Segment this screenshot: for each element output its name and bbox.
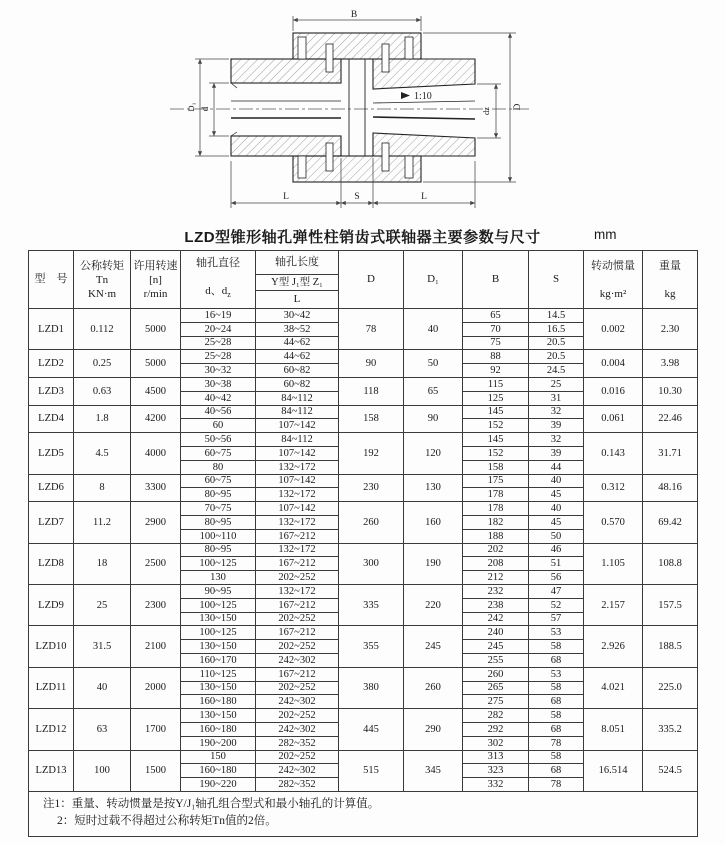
cell-D: 445 — [339, 709, 404, 750]
dim-L-right-label: L — [421, 192, 427, 202]
header-inertia: 转动惯量 kg·m² — [584, 251, 643, 309]
cell-B: 292 — [463, 722, 529, 736]
cell-D1: 130 — [404, 474, 463, 502]
cell-model: LZD1 — [29, 309, 74, 350]
cell-B: 240 — [463, 626, 529, 640]
cell-inertia: 0.004 — [584, 350, 643, 378]
table-row — [29, 350, 698, 364]
cell-D: 78 — [339, 309, 404, 350]
cell-bore-length: 60~82 — [256, 377, 339, 391]
cell-bore-diameter: 160~180 — [181, 695, 256, 709]
cell-inertia: 8.051 — [584, 709, 643, 750]
cell-model: LZD3 — [29, 377, 74, 405]
cell-bore-length: 202~252 — [256, 612, 339, 626]
cell-bore-diameter: 60~75 — [181, 446, 256, 460]
cell-bore-length: 282~352 — [256, 778, 339, 792]
cell-D: 260 — [339, 502, 404, 543]
cell-bore-diameter: 130~150 — [181, 709, 256, 723]
cell-S: 56 — [529, 571, 584, 585]
cell-bore-diameter: 80~95 — [181, 515, 256, 529]
cell-speed: 4500 — [131, 377, 181, 405]
cell-bore-diameter: 25~28 — [181, 336, 256, 350]
table-notes — [29, 791, 698, 836]
cell-speed: 5000 — [131, 350, 181, 378]
cell-weight: 3.98 — [643, 350, 698, 378]
cell-B: 188 — [463, 529, 529, 543]
cell-B: 145 — [463, 405, 529, 419]
cell-bore-length: 132~172 — [256, 543, 339, 557]
cell-bore-length: 60~82 — [256, 364, 339, 378]
cell-S: 58 — [529, 750, 584, 764]
table-row — [29, 626, 698, 640]
cell-model: LZD9 — [29, 584, 74, 625]
cell-bore-length: 107~142 — [256, 474, 339, 488]
table-row — [29, 433, 698, 447]
cell-bore-length: 282~352 — [256, 736, 339, 750]
cell-inertia: 0.002 — [584, 309, 643, 350]
cell-S: 14.5 — [529, 309, 584, 323]
cell-bore-length: 242~302 — [256, 653, 339, 667]
cell-B: 265 — [463, 681, 529, 695]
cell-D1: 40 — [404, 309, 463, 350]
cell-weight: 48.16 — [643, 474, 698, 502]
cell-weight: 225.0 — [643, 667, 698, 708]
cell-S: 58 — [529, 709, 584, 723]
cell-torque: 40 — [74, 667, 131, 708]
cell-S: 52 — [529, 598, 584, 612]
cell-speed: 5000 — [131, 309, 181, 350]
table-row — [29, 667, 698, 681]
cell-model: LZD7 — [29, 502, 74, 543]
cell-bore-diameter: 70~75 — [181, 502, 256, 516]
cell-B: 255 — [463, 653, 529, 667]
cell-D: 515 — [339, 750, 404, 791]
cell-bore-diameter: 190~200 — [181, 736, 256, 750]
cell-model: LZD13 — [29, 750, 74, 791]
cell-D: 335 — [339, 584, 404, 625]
cell-inertia: 0.143 — [584, 433, 643, 474]
cell-B: 65 — [463, 309, 529, 323]
cell-D: 230 — [339, 474, 404, 502]
cell-speed: 2000 — [131, 667, 181, 708]
cell-B: 212 — [463, 571, 529, 585]
cell-B: 152 — [463, 419, 529, 433]
cell-bore-length: 167~212 — [256, 529, 339, 543]
table-row — [29, 377, 698, 391]
cell-D: 355 — [339, 626, 404, 667]
cell-bore-diameter: 110~125 — [181, 667, 256, 681]
coupling-drawing — [158, 6, 558, 224]
cell-bore-diameter: 30~32 — [181, 364, 256, 378]
cell-weight: 157.5 — [643, 584, 698, 625]
dim-dz-label: dz — [481, 106, 491, 116]
cell-S: 78 — [529, 778, 584, 792]
dim-d-label: d — [200, 106, 210, 112]
sleeve-bottom-flange — [293, 156, 421, 182]
cell-bore-diameter: 100~125 — [181, 598, 256, 612]
cell-S: 44 — [529, 460, 584, 474]
cell-torque: 1.8 — [74, 405, 131, 433]
cell-S: 47 — [529, 584, 584, 598]
cell-inertia: 4.021 — [584, 667, 643, 708]
cell-speed: 2900 — [131, 502, 181, 543]
cell-bore-length: 44~62 — [256, 336, 339, 350]
header-D: D — [339, 251, 404, 309]
cell-bore-diameter: 160~180 — [181, 722, 256, 736]
cell-inertia: 0.570 — [584, 502, 643, 543]
cell-weight: 22.46 — [643, 405, 698, 433]
header-D1: D₁ — [404, 251, 463, 309]
table-row — [29, 709, 698, 723]
cell-D1: 190 — [404, 543, 463, 584]
cell-bore-diameter: 160~170 — [181, 653, 256, 667]
cell-torque: 11.2 — [74, 502, 131, 543]
table-header — [29, 251, 698, 309]
cell-D1: 260 — [404, 667, 463, 708]
cell-speed: 2100 — [131, 626, 181, 667]
cell-bore-length: 84~112 — [256, 391, 339, 405]
cell-D: 192 — [339, 433, 404, 474]
left-hub — [231, 59, 341, 156]
cell-D: 300 — [339, 543, 404, 584]
cell-bore-length: 202~252 — [256, 640, 339, 654]
cell-inertia: 0.016 — [584, 377, 643, 405]
cell-B: 282 — [463, 709, 529, 723]
cell-bore-length: 242~302 — [256, 695, 339, 709]
cell-bore-length: 132~172 — [256, 488, 339, 502]
cell-B: 125 — [463, 391, 529, 405]
cell-bore-length: 132~172 — [256, 584, 339, 598]
sleeve-top-flange — [293, 33, 421, 59]
notes-cell — [29, 791, 698, 836]
cell-B: 152 — [463, 446, 529, 460]
cell-inertia: 0.061 — [584, 405, 643, 433]
cell-torque: 8 — [74, 474, 131, 502]
cell-speed: 1500 — [131, 750, 181, 791]
cell-model: LZD10 — [29, 626, 74, 667]
cell-B: 175 — [463, 474, 529, 488]
cell-D1: 90 — [404, 405, 463, 433]
cell-model: LZD12 — [29, 709, 74, 750]
cell-S: 39 — [529, 419, 584, 433]
cell-torque: 4.5 — [74, 433, 131, 474]
cell-model: LZD2 — [29, 350, 74, 378]
cell-D1: 50 — [404, 350, 463, 378]
cell-bore-diameter: 100~125 — [181, 626, 256, 640]
cell-bore-diameter: 80 — [181, 460, 256, 474]
cell-model: LZD5 — [29, 433, 74, 474]
cell-D1: 245 — [404, 626, 463, 667]
cell-S: 31 — [529, 391, 584, 405]
table-body — [29, 309, 698, 792]
cell-D1: 120 — [404, 433, 463, 474]
cell-bore-length: 202~252 — [256, 750, 339, 764]
header-torque: 公称转矩 Tn KN·m — [74, 251, 131, 309]
cell-model: LZD4 — [29, 405, 74, 433]
cell-bore-diameter: 100~125 — [181, 557, 256, 571]
cell-bore-diameter: 90~95 — [181, 584, 256, 598]
cell-B: 158 — [463, 460, 529, 474]
unit-label: mm — [594, 227, 617, 242]
cell-B: 245 — [463, 640, 529, 654]
cell-bore-length: 167~212 — [256, 667, 339, 681]
cell-B: 323 — [463, 764, 529, 778]
cell-speed: 2300 — [131, 584, 181, 625]
spec-table — [28, 250, 698, 837]
cell-model: LZD11 — [29, 667, 74, 708]
cell-bore-length: 132~172 — [256, 460, 339, 474]
header-B: B — [463, 251, 529, 309]
cell-B: 92 — [463, 364, 529, 378]
cell-bore-diameter: 80~95 — [181, 543, 256, 557]
cell-S: 53 — [529, 626, 584, 640]
cell-bore-diameter: 16~19 — [181, 309, 256, 323]
note-2: 2：短时过载不得超过公称转矩Tn值的2倍。 — [57, 814, 277, 827]
cell-B: 302 — [463, 736, 529, 750]
cell-B: 115 — [463, 377, 529, 391]
cell-bore-diameter: 40~42 — [181, 391, 256, 405]
cell-S: 45 — [529, 488, 584, 502]
cell-S: 40 — [529, 474, 584, 488]
cell-inertia: 2.926 — [584, 626, 643, 667]
cell-D1: 220 — [404, 584, 463, 625]
cell-bore-length: 30~42 — [256, 309, 339, 323]
cell-bore-diameter: 130~150 — [181, 640, 256, 654]
cell-torque: 0.25 — [74, 350, 131, 378]
cell-B: 178 — [463, 502, 529, 516]
table-row — [29, 474, 698, 488]
cell-B: 145 — [463, 433, 529, 447]
cell-bore-length: 107~142 — [256, 446, 339, 460]
cell-S: 24.5 — [529, 364, 584, 378]
cell-bore-length: 38~52 — [256, 322, 339, 336]
title-row — [28, 226, 697, 248]
cell-bore-diameter: 130 — [181, 571, 256, 585]
cell-weight: 188.5 — [643, 626, 698, 667]
cell-S: 45 — [529, 515, 584, 529]
cell-bore-diameter: 130~150 — [181, 681, 256, 695]
cell-bore-length: 167~212 — [256, 598, 339, 612]
cell-B: 178 — [463, 488, 529, 502]
cell-bore-diameter: 50~56 — [181, 433, 256, 447]
cell-model: LZD8 — [29, 543, 74, 584]
cell-torque: 0.112 — [74, 309, 131, 350]
dim-L-left-label: L — [283, 192, 289, 202]
cell-S: 40 — [529, 502, 584, 516]
cell-D1: 65 — [404, 377, 463, 405]
cell-torque: 63 — [74, 709, 131, 750]
table-row — [29, 405, 698, 419]
coupling-cross-section — [158, 6, 558, 224]
header-bore-length: 轴孔长度 Y型 J₁型 Z₁ L — [256, 251, 339, 309]
cell-bore-diameter: 60~75 — [181, 474, 256, 488]
cell-inertia: 16.514 — [584, 750, 643, 791]
taper-mark — [401, 91, 432, 102]
dim-d — [209, 83, 229, 136]
cell-bore-length: 242~302 — [256, 722, 339, 736]
cell-bore-length: 132~172 — [256, 515, 339, 529]
note-1: 注1：重量、转动惯量是按Y/J₁轴孔组合型式和最小轴孔的计算值。 — [43, 797, 380, 810]
right-hub — [373, 59, 475, 156]
cell-torque: 18 — [74, 543, 131, 584]
cell-speed: 3300 — [131, 474, 181, 502]
cell-D: 380 — [339, 667, 404, 708]
cell-S: 46 — [529, 543, 584, 557]
cell-bore-diameter: 190~220 — [181, 778, 256, 792]
dim-B-label: B — [350, 10, 358, 20]
cell-speed: 4000 — [131, 433, 181, 474]
cell-bore-length: 84~112 — [256, 405, 339, 419]
dim-D-label: D — [513, 103, 523, 111]
cell-B: 202 — [463, 543, 529, 557]
cell-B: 182 — [463, 515, 529, 529]
cell-B: 208 — [463, 557, 529, 571]
cell-bore-diameter: 40~56 — [181, 405, 256, 419]
cell-S: 39 — [529, 446, 584, 460]
cell-S: 68 — [529, 722, 584, 736]
cell-bore-diameter: 150 — [181, 750, 256, 764]
cell-torque: 25 — [74, 584, 131, 625]
cell-B: 70 — [463, 322, 529, 336]
cell-S: 58 — [529, 681, 584, 695]
cell-B: 332 — [463, 778, 529, 792]
cell-B: 275 — [463, 695, 529, 709]
cell-bore-diameter: 130~150 — [181, 612, 256, 626]
cell-B: 242 — [463, 612, 529, 626]
cell-bore-length: 202~252 — [256, 681, 339, 695]
cell-weight: 2.30 — [643, 309, 698, 350]
cell-inertia: 2.157 — [584, 584, 643, 625]
header-S: S — [529, 251, 584, 309]
cell-bore-diameter: 25~28 — [181, 350, 256, 364]
cell-bore-diameter: 100~110 — [181, 529, 256, 543]
cell-D: 158 — [339, 405, 404, 433]
cell-B: 313 — [463, 750, 529, 764]
dim-S-label: S — [354, 192, 360, 202]
cell-B: 75 — [463, 336, 529, 350]
cell-bore-diameter: 30~38 — [181, 377, 256, 391]
cell-S: 50 — [529, 529, 584, 543]
header-weight: 重量 kg — [643, 251, 698, 309]
cell-S: 32 — [529, 405, 584, 419]
cell-weight: 10.30 — [643, 377, 698, 405]
cell-S: 58 — [529, 640, 584, 654]
cell-bore-diameter: 160~180 — [181, 764, 256, 778]
dim-D — [423, 33, 516, 182]
cell-weight: 69.42 — [643, 502, 698, 543]
cell-S: 25 — [529, 377, 584, 391]
cell-D: 90 — [339, 350, 404, 378]
cell-B: 232 — [463, 584, 529, 598]
cell-bore-diameter: 20~24 — [181, 322, 256, 336]
cell-S: 68 — [529, 653, 584, 667]
cell-weight: 31.71 — [643, 433, 698, 474]
cell-bore-diameter: 60 — [181, 419, 256, 433]
cell-bore-length: 202~252 — [256, 571, 339, 585]
cell-B: 238 — [463, 598, 529, 612]
header-speed: 许用转速 [n] r/min — [131, 251, 181, 309]
cell-D1: 345 — [404, 750, 463, 791]
cell-torque: 100 — [74, 750, 131, 791]
table-row — [29, 543, 698, 557]
taper-label: 1:10 — [414, 91, 432, 102]
dim-D1-label: D₁ — [186, 102, 196, 112]
cell-inertia: 1.105 — [584, 543, 643, 584]
cell-bore-length: 84~112 — [256, 433, 339, 447]
header-bore-diameter: 轴孔直径 d、$d_z$ — [181, 251, 256, 309]
table-row — [29, 584, 698, 598]
cell-bore-length: 242~302 — [256, 764, 339, 778]
cell-S: 68 — [529, 764, 584, 778]
cell-bore-length: 107~142 — [256, 502, 339, 516]
cell-weight: 335.2 — [643, 709, 698, 750]
cell-S: 32 — [529, 433, 584, 447]
cell-S: 53 — [529, 667, 584, 681]
cell-S: 57 — [529, 612, 584, 626]
cell-bore-length: 107~142 — [256, 419, 339, 433]
table-row — [29, 750, 698, 764]
cell-B: 88 — [463, 350, 529, 364]
cell-S: 20.5 — [529, 350, 584, 364]
cell-bore-length: 167~212 — [256, 557, 339, 571]
cell-D: 118 — [339, 377, 404, 405]
cell-torque: 31.5 — [74, 626, 131, 667]
cell-torque: 0.63 — [74, 377, 131, 405]
cell-weight: 108.8 — [643, 543, 698, 584]
cell-speed: 2500 — [131, 543, 181, 584]
cell-bore-length: 167~212 — [256, 626, 339, 640]
cell-D1: 290 — [404, 709, 463, 750]
cell-bore-length: 202~252 — [256, 709, 339, 723]
cell-S: 68 — [529, 695, 584, 709]
header-model: 型 号 — [29, 251, 74, 309]
cell-S: 20.5 — [529, 336, 584, 350]
cell-model: LZD6 — [29, 474, 74, 502]
cell-S: 51 — [529, 557, 584, 571]
cell-B: 260 — [463, 667, 529, 681]
page-title: LZD型锥形轴孔弹性柱销齿式联轴器主要参数与尺寸 — [184, 229, 541, 246]
table-row — [29, 502, 698, 516]
cell-weight: 524.5 — [643, 750, 698, 791]
cell-bore-length: 44~62 — [256, 350, 339, 364]
cell-inertia: 0.312 — [584, 474, 643, 502]
cell-S: 16.5 — [529, 322, 584, 336]
cell-speed: 1700 — [131, 709, 181, 750]
cell-speed: 4200 — [131, 405, 181, 433]
cell-D1: 160 — [404, 502, 463, 543]
cell-S: 78 — [529, 736, 584, 750]
table-row — [29, 309, 698, 323]
cell-bore-diameter: 80~95 — [181, 488, 256, 502]
